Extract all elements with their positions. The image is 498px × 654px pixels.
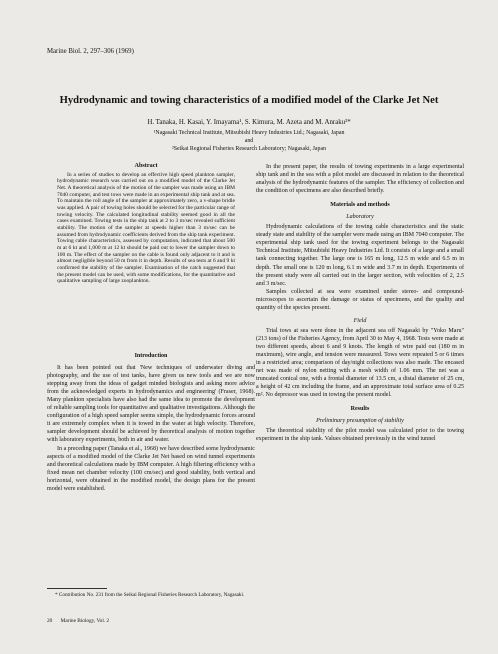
affiliation-2: ²Seikai Regional Fisheries Research Laboratory; Nagasaki, Japan xyxy=(171,146,327,152)
laboratory-paragraph-1: Hydrodynamic calculations of the towing cable characteristics and the static steady state and stability of the sampler were made using an IBM 7040 computer. The experimental ship tank used for the towing experiment belongs to the Nagasaki Technical Institute, Mitsubishi Heavy Industries Ltd. It consists of a large and a small tank connecting together. The large one is 165 m long, 12.5 m wide and 6.5 m in depth. The small one is 120 m long, 6.1 m wide and 3.7 m in depth. Experiments of the present study were all carried out in the larger section, with velocities of 2, 2.5 and 3 m/sec. xyxy=(256,224,464,287)
introduction-paragraph-3: In the present paper, the results of towing experiments in a large experimental ship tank and in the sea with a pilot model are discussed in relation to the theoretical analysis of the hydrodynamic features of the sampler. The efficiency of collection and the condition of specimens are also described briefly. xyxy=(256,164,464,195)
journal-citation: Marine Biol. 2, 297–306 (1969) xyxy=(47,48,134,55)
abstract-section xyxy=(57,163,235,285)
paper-title: Hydrodynamic and towing characteristics of a modified model of the Clarke Jet Net xyxy=(59,95,439,106)
right-column xyxy=(256,163,464,443)
footnote xyxy=(47,592,255,599)
abstract-heading: Abstract xyxy=(134,162,158,169)
author-list: H. Tanaka, H. Kasai, Y. Imayama¹, S. Kimura, M. Azeta and M. Anraku²* xyxy=(147,119,351,126)
laboratory-subheading: Laboratory xyxy=(346,214,374,221)
field-subheading: Field xyxy=(353,317,367,324)
results-subheading: Preliminary presumption of stability xyxy=(316,418,404,425)
footer-journal: Marine Biology, Vol. 2 xyxy=(60,618,110,624)
introduction-heading: Introduction xyxy=(134,353,168,359)
affiliation-1: ¹Nagasaki Technical Institute, Mitsubishi Heavy Industries Ltd.; Nagasaki, Japan xyxy=(153,130,345,136)
affiliation-and: and xyxy=(244,138,254,144)
page-number: 20 xyxy=(47,618,53,624)
laboratory-paragraph-2: Samples collected at sea were examined under stereo- and compound-microscopes to ascertain the damage or status of specimens, and the quality and quantity of the species present. xyxy=(256,288,464,311)
footnote-text: * Contribution No. 231 from the Seikai Regional Fisheries Research Laboratory, Nagasaki. xyxy=(55,592,245,598)
methods-heading: Materials and methods xyxy=(330,202,390,209)
footnote-divider xyxy=(47,588,107,589)
page-footer xyxy=(47,618,116,624)
results-paragraph-1: The theoretical stability of the pilot model was calculated prior to the towing experiment in the ship tank. Values obtained previously in the wind tunnel xyxy=(256,428,464,443)
introduction-section xyxy=(47,352,255,493)
results-heading: Results xyxy=(350,406,370,413)
introduction-paragraph-2: In a preceding paper (Tanaka et al., 1968) we have described some hydrodynamic aspects of a modified model of the Clarke Jet Net based on wind tunnel experiments and theoretical calculations made by IBM computer. A high filtering efficiency with a fixed mean net chamber velocity (100 cm/sec) and good stability, both vertical and horizontal, were obtained in the modified model, the design plans for the present model were established. xyxy=(47,445,255,492)
abstract-text: In a series of studies to develop an effective high speed plankton sampler, hydrodynamic research was carried out on a modified model of the Clarke Jet Net. A theoretical analysis of the motion of the sampler was made using an IBM 7040 computer, and test tows were made in an experimental ship tank and at sea. To maintain the roll angle of the sampler at approximately zero, a v-shape bridle was applied. A pair of towing holes should be selected for the particular range of towing velocity. The calculated longitudinal stability seemed good in all the cases examined. Towing tests in the ship tank at 2 to 3 m/sec revealed sufficient stability. The motion of the sampler at speeds higher than 3 m/sec can be assumed from hydrodynamic coefficients derived from the ship tank experiment. Towing cable characteristics, assessed by computation, indicated that about 500 m at 6 kt and 1,000 m at 12 kt should be paid out to lower the sampler down to 100 m. The effect of the sampler on the cable is found only adjacent to it and is almost negligible beyond 50 m from it in depth. Results of sea tests at 6 and 9 kt confirmed the stability of the sampler. Examination of the catch suggested that the present model can be used, with some modifications, for the quantitative and qualitative sampling of large zooplankton. xyxy=(57,171,235,285)
field-paragraph-1: Trial tows at sea were done in the adjacent sea off Nagasaki by "Yoko Maru" (213 tons) of the Fisheries Agency, from April 30 to May 4, 1968. Tests were made at two different speeds, about 6 and 9 knots. The length of wire paid out (180 m in maximum), wire angle, and tension were measured. Tows were repeated 5 or 6 times in a restricted area; comparison of day/night collections was also made. The encased net was made of nylon netting with a mesh width of 1.06 mm. The net was a truncated conical one, with a frontal diameter of 13.5 cm, a distal diameter of 25 cm, a height of 42 cm including the frame, and an approximate total surface area of 0.25 m². No depressor was used in towing the present model. xyxy=(256,327,464,399)
introduction-paragraph-1: It has been pointed out that 'New techniques of underwater diving and photography, and the use of test tanks, have given us new tools and we are now stepping away from the ideas of gadget minded biologists and asking more advice from the acknowledged experts in hydrodynamics and engineering' (Fraser, 1968). Many plankton specialists have also had the same idea to promote the development of reliable sampling tools for quantitative and qualitative investigations. Although the configuration of a high speed sampler seems simple, the hydrodynamic forces around it are extremely complex when it is towed in the water at high velocity. Therefore, sampler development should be achieved by theoretical analysis of motion together with laboratory experiments, both in air and water. xyxy=(47,365,255,444)
